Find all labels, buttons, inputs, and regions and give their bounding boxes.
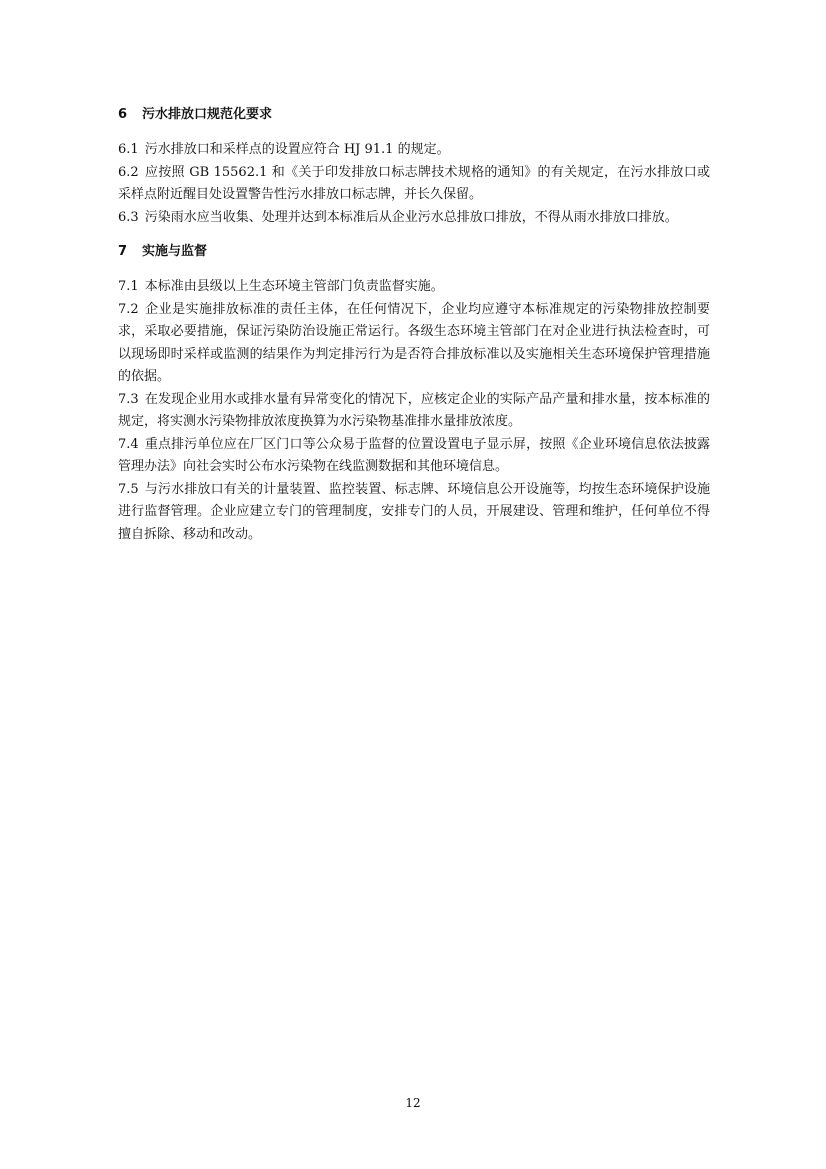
- clause-6-1: [118, 139, 710, 162]
- section-heading: [118, 103, 710, 127]
- clause-6-2: [118, 162, 710, 207]
- section-6: [118, 103, 710, 229]
- clause-number: 7.4: [118, 436, 139, 452]
- clause-number: 6.1: [118, 142, 139, 157]
- clause-text: 在发现企业用水或排水量有异常变化的情况下，应核定企业的实际产品产量和排水量，按本标准的规定，将实测水污染物排放浓度换算为水污染物基准排水量排放浓度。: [118, 391, 710, 429]
- page-number: 12: [405, 1096, 421, 1110]
- section-7: [118, 240, 710, 546]
- clause-7-2: [118, 299, 710, 389]
- clause-number: 6.2: [118, 164, 139, 180]
- clause-text: 污水排放口和采样点的设置应符合 HJ 91.1 的规定。: [144, 142, 450, 157]
- clause-7-5: [118, 479, 710, 547]
- clause-text: 重点排污单位应在厂区门口等公众易于监督的位置设置电子显示屏，按照《企业环境信息依法披露管理办法》向社会实时公布水污染物在线监测数据和其他环境信息。: [118, 436, 710, 474]
- section-spacer: [118, 229, 710, 240]
- document-body: [118, 103, 710, 546]
- clause-7-4: [118, 434, 710, 479]
- clause-7-3: [118, 389, 710, 434]
- clause-number: 7.3: [118, 391, 139, 407]
- clause-number: 7.5: [118, 481, 139, 497]
- clause-number: 7.2: [118, 301, 139, 317]
- clause-number: 6.3: [118, 209, 139, 225]
- clause-text: 企业是实施排放标准的责任主体，在任何情况下，企业均应遵守本标准规定的污染物排放控制要求，采取必要措施，保证污染防治设施正常运行。各级生态环境主管部门在对企业进行执法检查时，可以现场即时采样或监测的结果作为判定排污行为是否符合排放标准以及实施相关生态环境保护管理措施的依据。: [118, 301, 710, 384]
- clause-text: 本标准由县级以上生态环境主管部门负责监督实施。: [144, 279, 444, 294]
- section-heading: [118, 240, 710, 264]
- section-title: 实施与监督: [142, 244, 208, 259]
- section-number: 7: [118, 244, 128, 259]
- clause-6-3: [118, 207, 710, 230]
- clause-text: 应按照 GB 15562.1 和《关于印发排放口标志牌技术规格的通知》的有关规定，在污水排放口或采样点附近醒目处设置警告性污水排放口标志牌，并长久保留。: [118, 164, 710, 202]
- section-number: 6: [118, 107, 128, 122]
- clause-number: 7.1: [118, 279, 139, 294]
- clause-text: 与污水排放口有关的计量装置、监控装置、标志牌、环境信息公开设施等，均按生态环境保护设施进行监督管理。企业应建立专门的管理制度，安排专门的人员，开展建设、管理和维护，任何单位不得擅自拆除、移动和改动。: [118, 481, 710, 542]
- clause-7-1: [118, 276, 710, 299]
- section-title: 污水排放口规范化要求: [142, 107, 273, 122]
- clause-text: 污染雨水应当收集、处理并达到本标准后从企业污水总排放口排放，不得从雨水排放口排放。: [144, 209, 678, 225]
